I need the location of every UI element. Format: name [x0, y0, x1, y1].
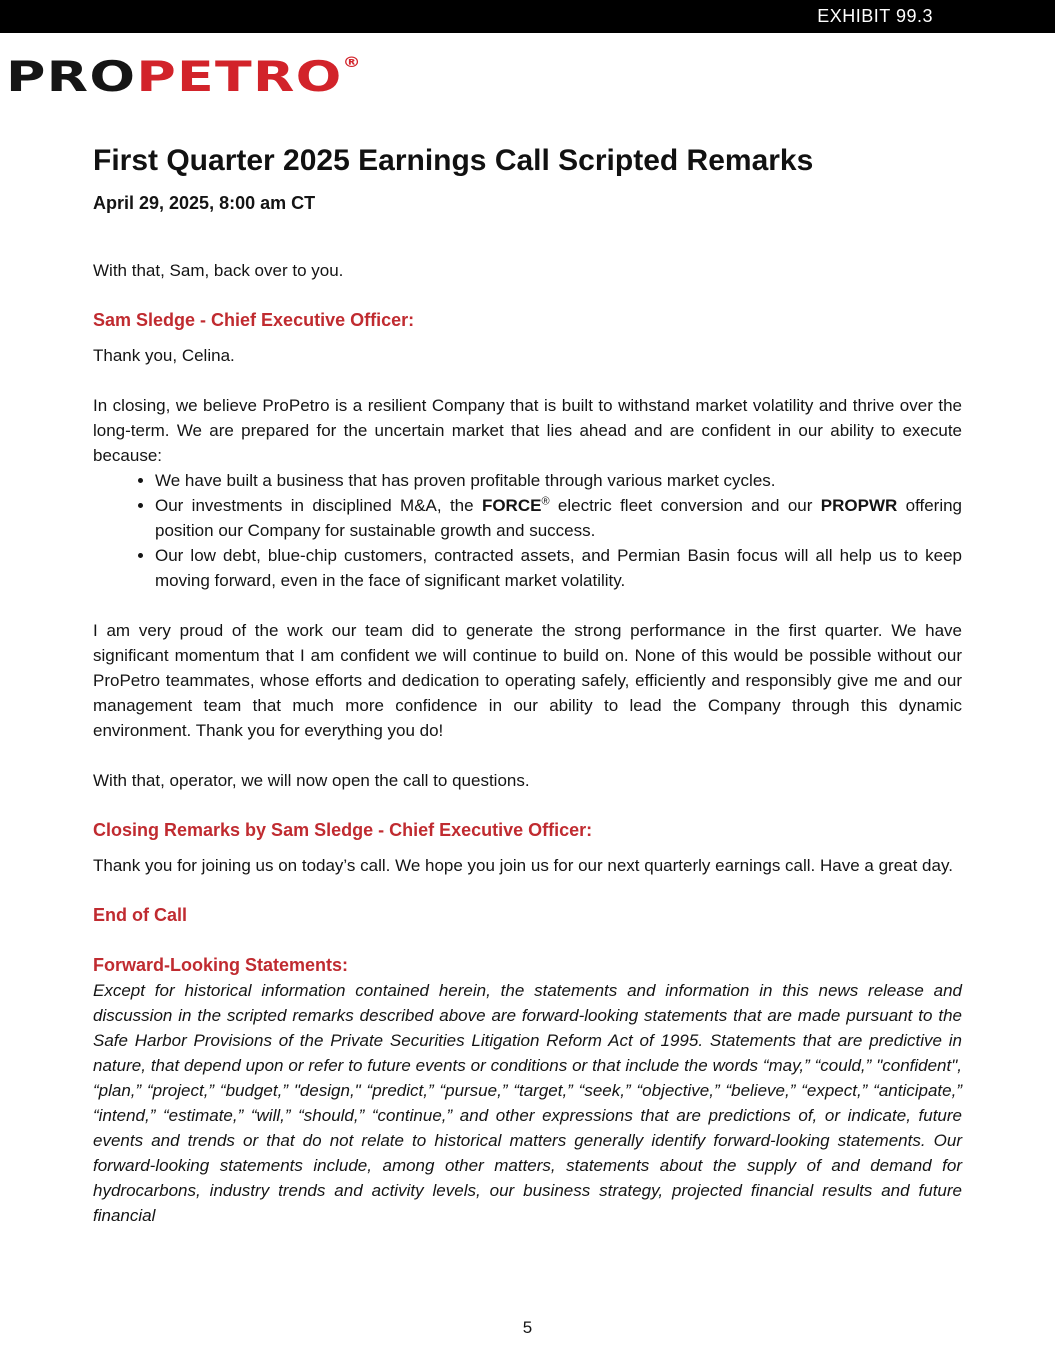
registered-trademark-icon: ®: [342, 55, 361, 71]
bullet2-text: electric fleet conversion and our: [549, 496, 821, 515]
list-item: [155, 493, 962, 543]
operator-paragraph: With that, operator, we will now open the call to questions.: [93, 771, 530, 790]
list-item: • We have built a business that has proven profitable through various market cycles.: [155, 468, 962, 493]
forward-looking-paragraph: Except for historical information contained herein, the statements and information in this news release and discussion in the scripted remarks described above are forward-looking statements that are made pursuant to the Safe Harbor Provisions of the Private Securities Litigation Reform Act of 1995. Statements that are predictive in nature, that depend upon or refer to future events or conditions or that include the words “may,” “could,” "confident", “plan,” “project,” “budget,” "design," “predict,” “pursue,” “target,” “seek,” “objective,” “believe,” “expect,” “anticipate,” “intend,” “estimate,” “will,” “should,” “continue,” and other expressions that are predictions of, or indicate, future events and trends or that do not relate to historical matters generally identify forward-looking statements. Our forward-looking statements include, among other matters, statements about the supply of and demand for hydrocarbons, industry trends and activity levels, our business strategy, projected financial results and future financial: [93, 981, 962, 1225]
exhibit-label: EXHIBIT 99.3: [817, 6, 933, 26]
closing-paragraph: Thank you for joining us on today’s call. We hope you join us for our next quarterly earnings call. Have a great day.: [93, 856, 953, 875]
forward-looking-heading: Forward-Looking Statements:: [93, 955, 349, 975]
bullet-list: [93, 468, 962, 593]
force-brand-text: FORCE: [481, 496, 542, 515]
bullet2-text: offering position our Company for sustainable growth and success.: [155, 496, 963, 540]
page-number: 5: [522, 1318, 533, 1337]
closing-intro-paragraph: In closing, we believe ProPetro is a resilient Company that is built to withstand market volatility and thrive over the long-term. We are prepared for the uncertain market that lies ahead and are confident in our ability to execute because:: [93, 396, 962, 465]
document-body: [93, 143, 962, 1228]
end-of-call-heading: End of Call: [93, 905, 187, 925]
logo-text-pro: PRO: [6, 52, 137, 101]
thank-you-paragraph: Thank you, Celina.: [93, 346, 235, 365]
ceo-speaker-heading: Sam Sledge - Chief Executive Officer:: [93, 310, 415, 330]
page-title: First Quarter 2025 Earnings Call Scripted Remarks: [93, 144, 814, 177]
propetro-logo: [6, 39, 364, 101]
closing-remarks-heading: Closing Remarks by Sam Sledge - Chief Executive Officer:: [93, 820, 593, 840]
propwr-brand-text: PROPWR: [820, 496, 898, 515]
list-item: • Our low debt, blue-chip customers, contracted assets, and Permian Basin focus will all help us to keep moving forward, even in the face of significant market volatility.: [155, 543, 962, 593]
handoff-paragraph: With that, Sam, back over to you.: [93, 261, 344, 280]
logo-text-petro: PETRO: [136, 52, 343, 101]
bullet2-text: Our investments in disciplined M&A, the: [155, 496, 482, 515]
proud-paragraph: I am very proud of the work our team did to generate the strong performance in the first quarter. We have significant momentum that I am confident we will continue to build on. None of this would be possible without our ProPetro teammates, whose efforts and dedication to operating safely, efficiently and responsibly give me and our management team that much more confidence in our ability to lead the Company through this dynamic environment. Thank you for everything you do!: [93, 621, 962, 740]
date-line: April 29, 2025, 8:00 am CT: [93, 193, 316, 213]
registered-trademark-icon: ®: [541, 495, 550, 508]
exhibit-bar: [0, 0, 1055, 33]
